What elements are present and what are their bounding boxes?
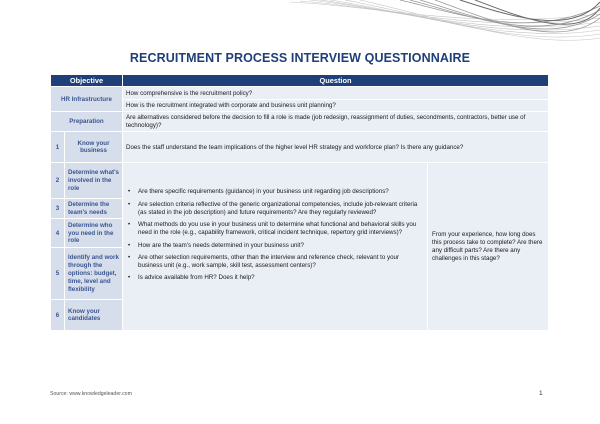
question-column-header: Question: [123, 75, 549, 87]
table-row: [51, 87, 549, 100]
list-item: • What methods do you use in your business unit to determine what functional and behavioral skills you need in the role (e.g., capability framework, critical incident technique, repertory grid interviews)?: [128, 221, 417, 237]
table-row: [51, 163, 549, 199]
step-1-question: Does the staff understand the team implications of the higher level HR strategy and workforce plan? Is there any guidance?: [123, 132, 549, 163]
questionnaire-table: [50, 74, 549, 331]
table-header-row: [51, 75, 549, 87]
header-swoosh-graphic: [290, 0, 600, 52]
preparation-question: Are alternatives considered before the decision to fill a role is made (job redesign, reassignment of duties, secondments, contractors, better use of technology)?: [123, 112, 549, 132]
bullet-icon: •: [128, 200, 131, 208]
list-item: • How are the team's needs determined in your business unit?: [128, 241, 304, 249]
step-number: 2: [51, 163, 65, 199]
bullet-questions-cell: [123, 163, 428, 331]
hr-infrastructure-question-1: How comprehensive is the recruitment policy?: [123, 87, 549, 100]
list-item: • Are other selection requirements, other than the interview and reference check, relevant to your business unit (e.g., work sample, skill test, assessment centers)?: [128, 254, 400, 270]
list-item: • Is advice available from HR? Does it help?: [128, 274, 255, 282]
objective-column-header: Objective: [51, 75, 123, 87]
preparation-label: Preparation: [51, 112, 123, 132]
bullet-icon: •: [128, 254, 131, 262]
step-number: 4: [51, 219, 65, 248]
bullet-icon: •: [128, 274, 131, 282]
step-label-who-you-need: Determine who you need in the role: [65, 219, 123, 248]
side-question-cell: From your experience, how long does this process take to complete? Are there any difficult parts? Are there any challenges in this stage?: [428, 163, 549, 331]
page-title: RECRUITMENT PROCESS INTERVIEW QUESTIONNAIRE: [129, 51, 471, 65]
hr-infrastructure-label: HR Infrastructure: [51, 87, 123, 112]
table-row: [51, 132, 549, 163]
step-label-team-needs: Determine the team's needs: [65, 199, 123, 219]
list-item: • Are there specific requirements (guidance) in your business unit regarding job descriptions?: [128, 188, 389, 196]
bullet-question-list: [126, 188, 424, 282]
hr-infrastructure-question-2: How is the recruitment integrated with corporate and business unit planning?: [123, 100, 549, 112]
step-label-identify-options: Identify and work through the options: budget, time, level and flexibility: [65, 248, 123, 300]
step-label-determine-role: Determine what's involved in the role: [65, 163, 123, 199]
step-number: 3: [51, 199, 65, 219]
list-item: • Are selection criteria reflective of the generic organizational competencies, include job-relevant criteria (as stated in the job description) and future requirements? Are they regularly reviewed?: [128, 200, 418, 216]
table-row: [51, 112, 549, 132]
page-number: 1: [539, 390, 543, 397]
bullet-icon: •: [128, 241, 131, 249]
step-label-know-your-business: Know your business: [65, 132, 123, 163]
table-row: [51, 100, 549, 112]
step-number: 1: [51, 132, 65, 163]
footer-source: Source: www.knowledgeleader.com: [50, 391, 132, 397]
bullet-icon: •: [128, 188, 131, 196]
bullet-icon: •: [128, 221, 131, 229]
step-number: 6: [51, 300, 65, 331]
step-label-know-candidates: Know your candidates: [65, 300, 123, 331]
step-number: 5: [51, 248, 65, 300]
